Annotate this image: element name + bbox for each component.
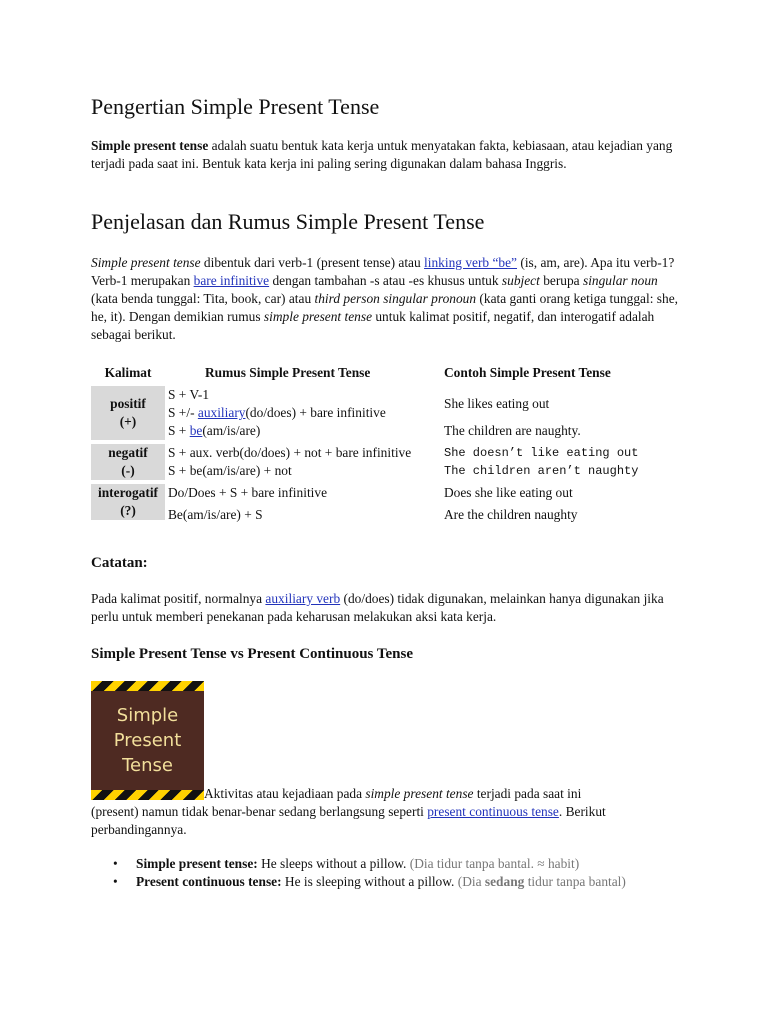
- header-rumus: Rumus Simple Present Tense: [205, 365, 371, 380]
- link-auxiliary-verb[interactable]: auxiliary verb: [265, 591, 341, 606]
- heading-penjelasan: Penjelasan dan Rumus Simple Present Tense: [91, 209, 485, 234]
- formula-table-wrapper: [91, 363, 651, 524]
- item-text: He sleeps without a pillow.: [257, 856, 407, 871]
- heading-pengertian: Pengertian Simple Present Tense: [91, 94, 380, 119]
- badge-text: [91, 703, 204, 778]
- header-kalimat: Kalimat: [104, 365, 152, 380]
- table-row: [91, 502, 644, 524]
- formula-text: S +: [168, 423, 190, 438]
- link-linking-verb[interactable]: linking verb “be”: [424, 255, 518, 270]
- formula-table: [91, 363, 644, 524]
- table-header-row: [91, 363, 644, 386]
- label-text: interogatif: [98, 485, 158, 500]
- text: . Berikut perbandingannya.: [91, 804, 606, 837]
- example-cell: The children aren’t naughty: [444, 464, 639, 478]
- text: dengan tambahan -s atau -es khusus untuk: [269, 273, 502, 288]
- translation-bold: sedang: [484, 874, 525, 889]
- text: dibentuk dari verb-1 (present tense) atau: [200, 255, 425, 270]
- translation-text: tidur tanpa bantal): [524, 874, 626, 889]
- example-cell: The children are naughty.: [444, 423, 581, 438]
- label-sign: (+): [119, 414, 137, 429]
- formula-text: (am/is/are): [202, 423, 261, 438]
- formula-cell: [165, 386, 444, 422]
- heading-comparison: Simple Present Tense vs Present Continuous Tense: [91, 646, 413, 662]
- text-italic: subject: [501, 273, 540, 288]
- text-italic: third person singular pronoun: [314, 291, 477, 306]
- example-cell: She likes eating out: [444, 396, 550, 411]
- label-sign: (?): [120, 503, 136, 518]
- list-item: [91, 855, 651, 873]
- table-row: [91, 462, 644, 484]
- hazard-stripe-bottom: [91, 790, 204, 800]
- formula-cell: Be(am/is/are) + S: [168, 507, 263, 522]
- link-present-continuous[interactable]: present continuous tense: [427, 804, 559, 819]
- formula-cell: S + aux. verb(do/does) + not + bare infinitive: [168, 445, 412, 460]
- text: Aktivitas atau kejadiaan pada: [204, 786, 366, 801]
- table-row: [91, 386, 644, 422]
- text: berupa: [539, 273, 583, 288]
- bullet-icon: •: [113, 874, 118, 889]
- badge-line: Tense: [122, 755, 173, 776]
- bullet-icon: •: [113, 856, 118, 871]
- label-sign: (-): [121, 463, 135, 478]
- example-cell: Does she like eating out: [444, 485, 573, 500]
- text: terjadi pada saat ini: [473, 786, 582, 801]
- text: Pada kalimat positif, normalnya: [91, 591, 266, 606]
- text: (do/does) tidak digunakan, melainkan hanya digunakan jika perlu untuk memberi penekanan pada keharusan melakukan aksi kata kerja.: [91, 591, 664, 624]
- label-interogatif: [91, 484, 165, 524]
- example-cell: Are the children naughty: [444, 507, 578, 522]
- badge-line: Simple: [116, 705, 179, 726]
- link-auxiliary[interactable]: auxiliary: [197, 405, 246, 420]
- paragraph-comparison-line1: [204, 785, 681, 803]
- label-positif: [91, 386, 165, 444]
- text-italic: singular noun: [582, 273, 658, 288]
- paragraph-note: [91, 590, 681, 626]
- link-bare-infinitive[interactable]: bare infinitive: [193, 273, 270, 288]
- item-translation: (Dia tidur tanpa bantal. ≈ habit): [406, 856, 580, 871]
- text: (kata benda tunggal: Tita, book, car) atau: [91, 291, 315, 306]
- text: (is, am, are). Apa itu verb-1? Verb-1 merupakan: [91, 255, 675, 288]
- header-contoh: Contoh Simple Present Tense: [444, 365, 611, 380]
- formula-text: (do/does) + bare infinitive: [245, 405, 386, 420]
- badge-line: Present: [113, 730, 182, 751]
- table-row: [91, 484, 644, 502]
- formula-text: S + V-1: [168, 387, 210, 402]
- translation-text: (Dia: [454, 874, 485, 889]
- formula-cell: [165, 422, 444, 444]
- formula-text: S +/-: [168, 405, 198, 420]
- list-item: [91, 873, 651, 891]
- item-translation: [454, 874, 625, 889]
- definition-text: adalah suatu bentuk kata kerja untuk menyatakan fakta, kebiasaan, atau kejadian yang terjadi pada saat ini. Bentuk kata kerja ini paling sering digunakan dalam bahasa Inggris.: [91, 138, 673, 171]
- text-italic: simple present tense: [263, 309, 373, 324]
- example-cell: She doesn’t like eating out: [444, 446, 639, 460]
- comparison-list: [91, 855, 651, 891]
- paragraph-comparison-rest: [91, 803, 681, 839]
- formula-cell: S + be(am/is/are) + not: [168, 463, 292, 478]
- text-italic: Simple present tense: [91, 255, 201, 270]
- label-text: negatif: [108, 445, 148, 460]
- table-row: [91, 422, 644, 444]
- simple-present-tense-badge-image: [91, 681, 204, 800]
- definition-term: Simple present tense: [91, 138, 209, 153]
- label-text: positif: [110, 396, 146, 411]
- table-row: [91, 444, 644, 462]
- text: (kata ganti orang ketiga tunggal: she, he, it). Dengan demikian rumus: [91, 291, 678, 324]
- paragraph-definition: [91, 137, 681, 173]
- text-italic: simple present tense: [365, 786, 474, 801]
- hazard-stripe-top: [91, 681, 204, 691]
- text: (present) namun tidak benar-benar sedang berlangsung seperti: [91, 804, 428, 819]
- item-text: He is sleeping without a pillow.: [281, 874, 455, 889]
- item-term: Present continuous tense:: [136, 874, 282, 889]
- heading-catatan: Catatan:: [91, 555, 148, 571]
- paragraph-explanation: [91, 254, 681, 344]
- formula-cell: Do/Does + S + bare infinitive: [168, 485, 328, 500]
- link-be[interactable]: be: [189, 423, 203, 438]
- item-term: Simple present tense:: [136, 856, 258, 871]
- text: untuk kalimat positif, negatif, dan interogatif adalah sebagai berikut.: [91, 309, 655, 342]
- label-negatif: [91, 444, 165, 484]
